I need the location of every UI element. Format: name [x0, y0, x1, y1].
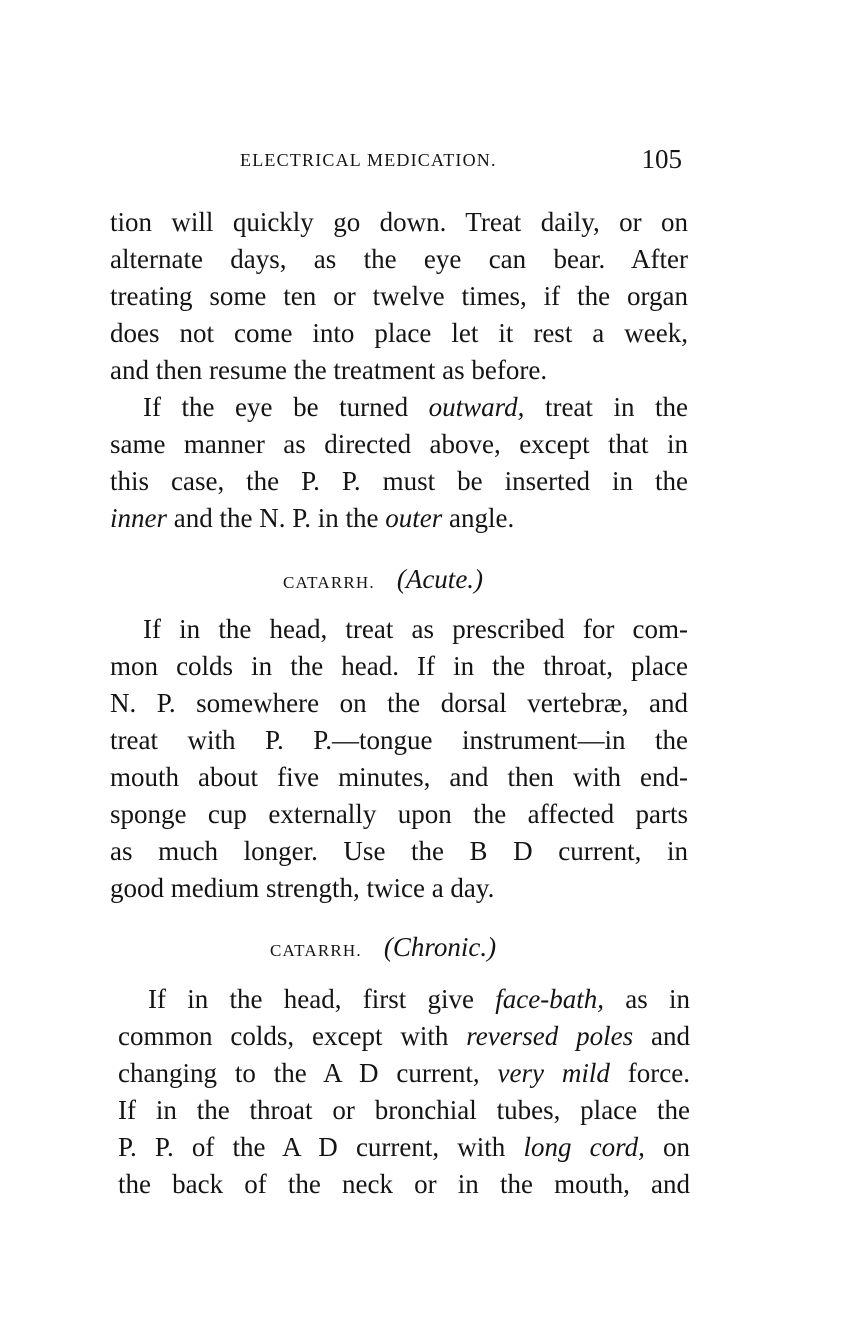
- text-line: common colds, except with reversed poles and: [118, 1021, 691, 1051]
- heading-label: CATARRH.: [270, 941, 362, 960]
- text-line: changing to the A D current, very mild force.: [118, 1058, 690, 1088]
- text-line: this case, the P. P. must be inserted in the: [110, 466, 688, 496]
- section-heading-chronic: [270, 928, 496, 966]
- text-line: does not come into place let it rest a week,: [110, 318, 688, 348]
- text-line: inner and the N. P. in the outer angle.: [110, 503, 515, 533]
- text-line: good medium strength, twice a day.: [110, 873, 495, 903]
- text-line: tion will quickly go down. Treat daily, or on: [110, 207, 688, 237]
- text-line: P. P. of the A D current, with long cord, on: [118, 1132, 691, 1162]
- text-line: as much longer. Use the B D current, in: [110, 836, 688, 866]
- text-line: and then resume the treatment as before.: [110, 355, 548, 385]
- heading-qualifier: (Chronic.): [383, 932, 497, 962]
- running-title: ELECTRICAL MEDICATION.: [240, 150, 497, 170]
- running-head: [240, 144, 690, 176]
- text-line: alternate days, as the eye can bear. After: [110, 244, 688, 274]
- text-line: mouth about five minutes, and then with end-: [110, 762, 688, 792]
- text-line: If in the throat or bronchial tubes, place the: [118, 1095, 690, 1125]
- text-line: same manner as directed above, except that in: [110, 429, 688, 459]
- text-line: sponge cup externally upon the affected parts: [110, 799, 688, 829]
- section-heading-acute: [283, 560, 483, 598]
- text-line: N. P. somewhere on the dorsal vertebræ, and: [110, 688, 688, 718]
- text-line: treat with P. P.—tongue instrument—in the: [110, 725, 688, 755]
- text-line: If the eye be turned outward, treat in the: [143, 392, 688, 422]
- text-line: If in the head, treat as prescribed for com-: [143, 614, 688, 644]
- text-line: the back of the neck or in the mouth, and: [118, 1169, 690, 1199]
- text-line: treating some ten or twelve times, if the organ: [110, 281, 688, 311]
- text-line: mon colds in the head. If in the throat, place: [110, 651, 688, 681]
- text-line: If in the head, first give face-bath, as in: [148, 984, 690, 1014]
- page-number: 105: [641, 144, 682, 174]
- heading-label: CATARRH.: [283, 573, 375, 592]
- heading-qualifier: (Acute.): [396, 564, 484, 594]
